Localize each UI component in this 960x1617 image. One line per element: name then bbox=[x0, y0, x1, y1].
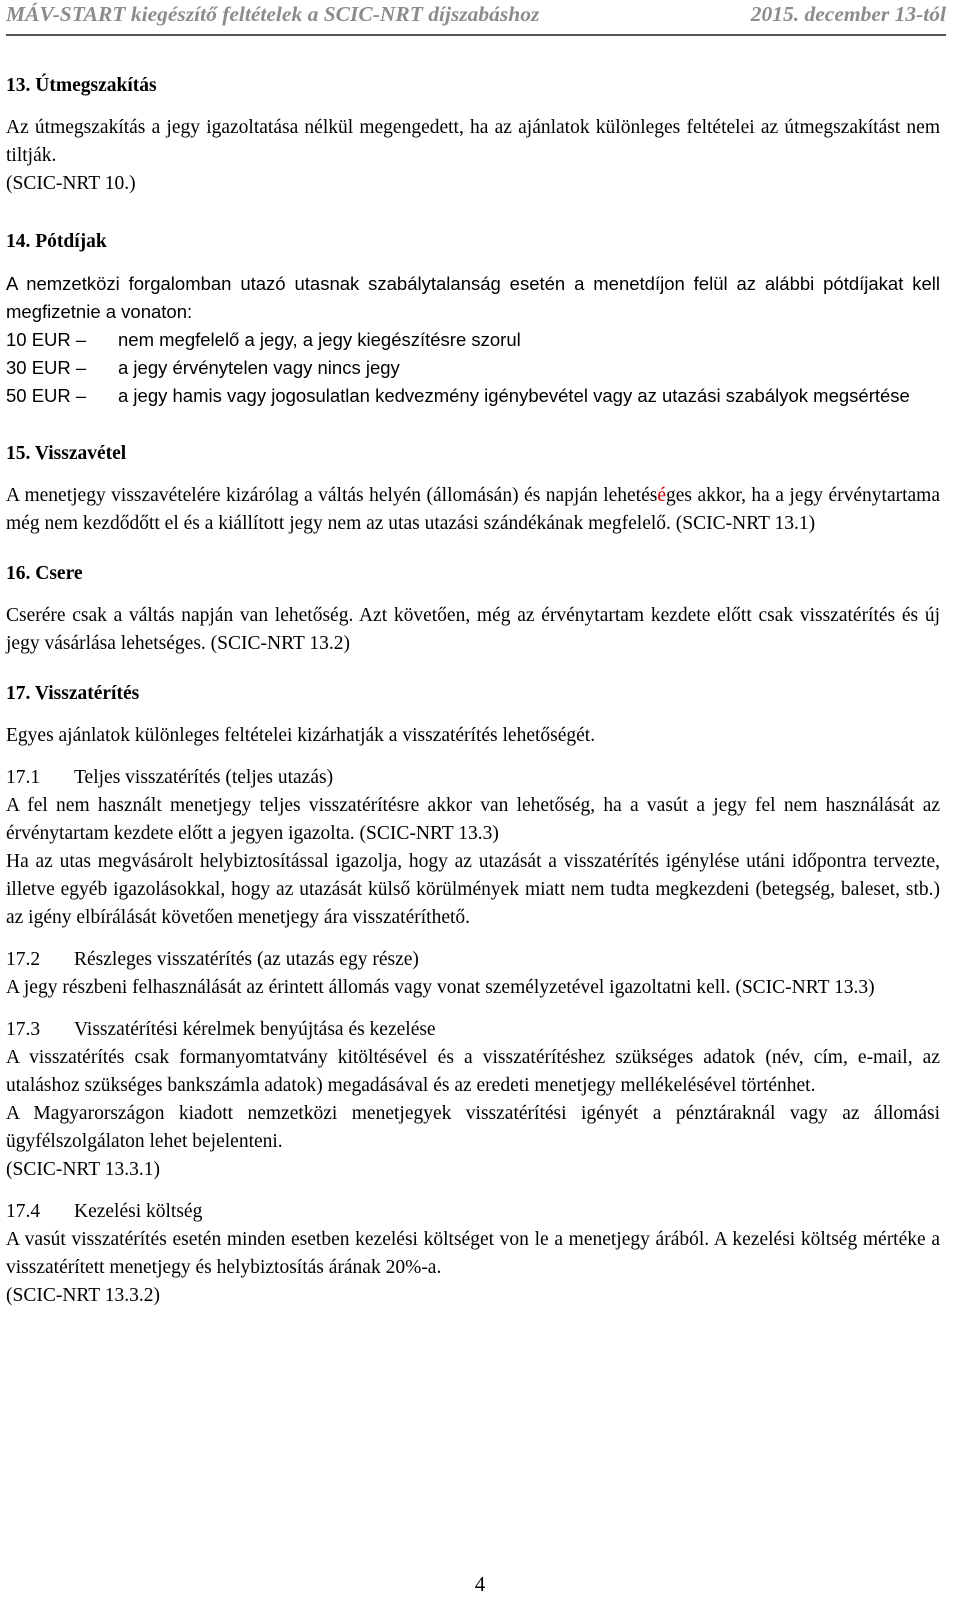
section-13-heading: 13. Útmegszakítás bbox=[6, 75, 157, 96]
section-14-heading: 14. Pótdíjak bbox=[6, 231, 107, 252]
subsection-heading bbox=[6, 764, 940, 792]
surcharge-block bbox=[6, 270, 940, 410]
subsection-paragraph: A jegy részbeni felhasználását az érintett állomás vagy vonat személyzetével igazoltatni kell. (SCIC-NRT 13.3) bbox=[6, 977, 875, 998]
header-title: MÁV-START kiegészítő feltételek a SCIC-NRT díjszabáshoz bbox=[6, 2, 540, 26]
subsection-heading bbox=[6, 1016, 940, 1044]
subsection-title: Teljes visszatérítés (teljes utazás) bbox=[74, 767, 334, 788]
running-header bbox=[6, 2, 946, 32]
section-16-paragraph: Cserére csak a váltás napján van lehetőség. Azt követően, még az érvénytartam kezdete előtt csak visszatérítés és új jegy vásárlása lehetséges. (SCIC-NRT 13.2) bbox=[6, 605, 940, 654]
surcharge-description: a jegy érvénytelen vagy nincs jegy bbox=[118, 357, 400, 378]
header-rule bbox=[6, 34, 946, 36]
surcharge-item bbox=[6, 382, 940, 410]
subsection-reference: (SCIC-NRT 13.3.1) bbox=[6, 1159, 160, 1180]
subsection-number: 17.1 bbox=[6, 767, 41, 788]
subsection-heading bbox=[6, 1198, 940, 1226]
section-14-paragraph: A nemzetközi forgalomban utazó utasnak szabálytalanság esetén a menetdíjon felül az alábbi pótdíjakat kell megfizetnie a vonaton: bbox=[6, 273, 940, 322]
subsection-title: Részleges visszatérítés (az utazás egy része) bbox=[74, 949, 419, 970]
subsection-paragraph: A visszatérítés csak formanyomtatvány kitöltésével és a visszatérítéshez szükséges adatok (név, cím, e-mail, az utaláshoz szükséges bankszámla adatok) megadásával és az eredeti menetjegy mellékelésével történhet. bbox=[6, 1047, 940, 1096]
section-13-reference: (SCIC-NRT 10.) bbox=[6, 173, 136, 194]
section-16-heading: 16. Csere bbox=[6, 563, 83, 584]
section-15-highlight: é bbox=[657, 485, 666, 506]
section-17-heading: 17. Visszatérítés bbox=[6, 683, 140, 704]
page-number: 4 bbox=[474, 1572, 486, 1596]
section-15-paragraph bbox=[6, 482, 940, 538]
subsection-paragraph: A fel nem használt menetjegy teljes visszatérítésre akkor van lehetőség, ha a vasút a jegy fel nem használását az érvénytartam kezdete előtt a jegyen igazolta. (SCIC-NRT 13.3) bbox=[6, 795, 940, 844]
subsection-heading bbox=[6, 946, 940, 974]
subsection-number: 17.3 bbox=[6, 1019, 41, 1040]
subsection-paragraph: A Magyarországon kiadott nemzetközi menetjegyek visszatérítési igényét a pénztáraknál vagy az állomási ügyfélszolgálaton lehet bejelenteni. bbox=[6, 1103, 940, 1152]
surcharge-description: a jegy hamis vagy jogosulatlan kedvezmény igénybevétel vagy az utazási szabályok megsértése bbox=[118, 385, 910, 406]
section-15-text-a: A menetjegy visszavételére kizárólag a váltás helyén (állomásán) és napján lehetés bbox=[6, 485, 658, 506]
page-body bbox=[6, 72, 940, 1310]
subsection-title: Visszatérítési kérelmek benyújtása és kezelése bbox=[74, 1019, 436, 1040]
surcharge-amount: 30 EUR – bbox=[6, 357, 87, 378]
section-17-intro: Egyes ajánlatok különleges feltételei kizárhatják a visszatérítés lehetőségét. bbox=[6, 725, 596, 746]
surcharge-item bbox=[6, 354, 940, 382]
surcharge-amount: 50 EUR – bbox=[6, 385, 87, 406]
surcharge-description: nem megfelelő a jegy, a jegy kiegészítésre szorul bbox=[118, 329, 521, 350]
subsection-reference: (SCIC-NRT 13.3.2) bbox=[6, 1285, 160, 1306]
section-15-heading: 15. Visszavétel bbox=[6, 443, 127, 464]
header-date: 2015. december 13-tól bbox=[750, 2, 946, 26]
subsection-paragraph: A vasút visszatérítés esetén minden esetben kezelési költséget von le a menetjegy árából. A kezelési költség mértéke a visszatérített menetjegy és helybiztosítás árának 20%-a. bbox=[6, 1229, 940, 1278]
subsection-number: 17.2 bbox=[6, 949, 41, 970]
section-15-text-b: ges akkor, ha a jegy érvénytartama még nem kezdődőtt el és a kiállított jegy nem az utas utazási szándékának megfelelő. (SCIC-NRT 13.1) bbox=[6, 485, 940, 534]
section-13-paragraph: Az útmegszakítás a jegy igazoltatása nélkül megengedett, ha az ajánlatok különleges feltételei az útmegszakítást nem tiltják. bbox=[6, 117, 940, 166]
subsection-title: Kezelési költség bbox=[74, 1201, 203, 1222]
subsection-paragraph: Ha az utas megvásárolt helybiztosítással igazolja, hogy az utazását a visszatérítés igénylése utáni időpontra tervezte, illetve egyéb igazolásokkal, hogy az utazását külső körülmények miatt nem tudta megkezdeni (betegség, baleset, stb.) az igény elbírálását követően menetjegy ára visszatéríthető. bbox=[6, 851, 940, 928]
surcharge-amount: 10 EUR – bbox=[6, 329, 87, 350]
surcharge-item bbox=[6, 326, 940, 354]
subsection-number: 17.4 bbox=[6, 1201, 41, 1222]
